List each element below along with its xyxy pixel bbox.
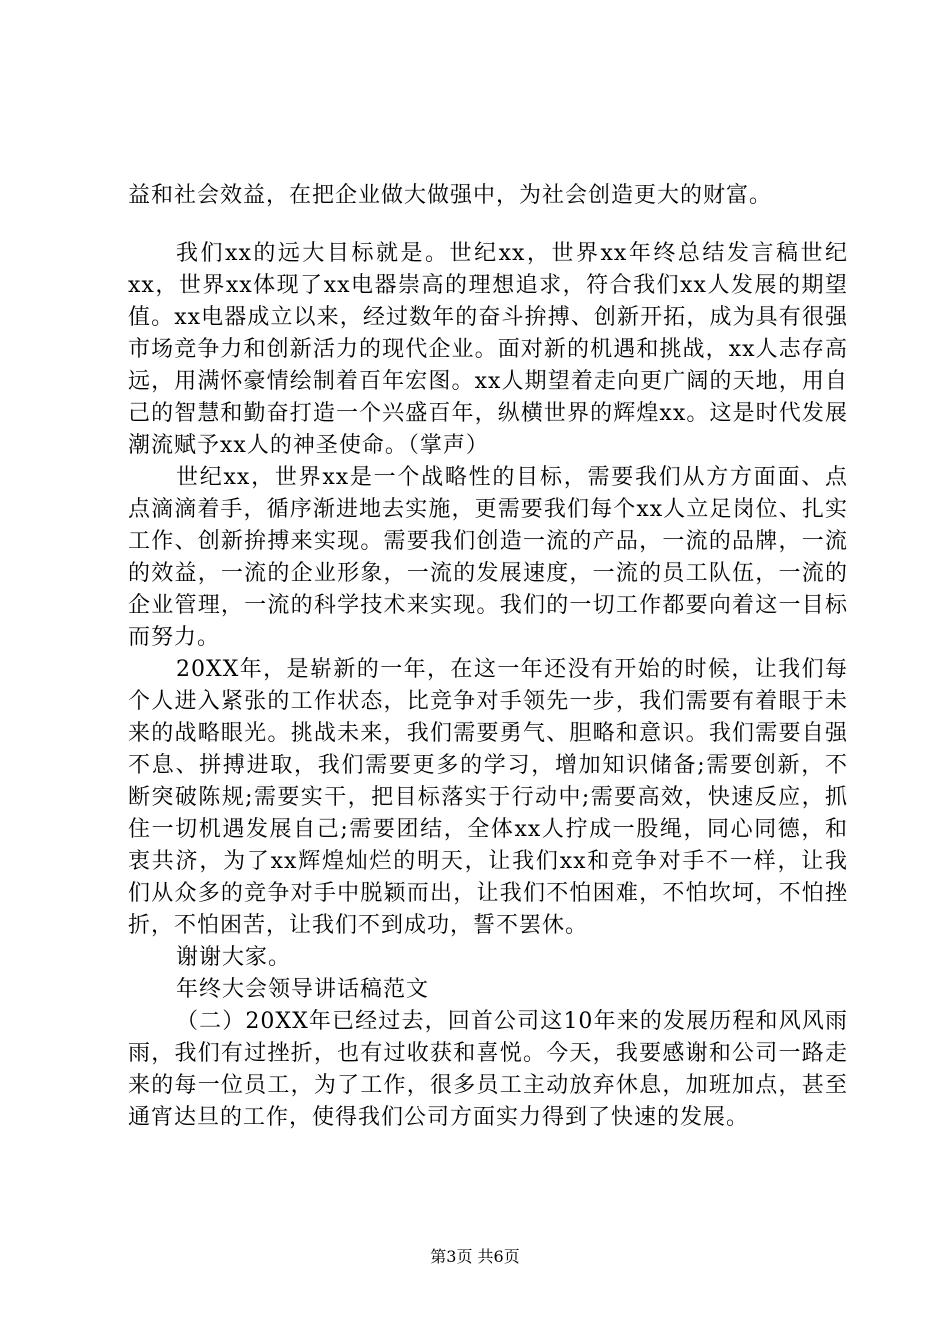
page-footer: 第3页 共6页 xyxy=(430,1247,520,1266)
section-title: 年终大会领导讲话稿范文 xyxy=(176,977,430,1002)
paragraph-thanks: 谢谢大家。 xyxy=(176,945,292,970)
paragraph-part-two: （二）20XX年已经过去，回首公司这10年来的发展历程和风风雨雨，我们有过挫折，也有过收获和喜悦。今天，我要感谢和公司一路走来的每一位员工，为了工作，很多员工主动放弃休息，加班加点，甚至通宵达旦的工作，使得我们公司方面实力得到了快速的发展。 xyxy=(128,1009,848,1130)
paragraph-continuation: 益和社会效益，在把企业做大做强中，为社会创造更大的财富。 xyxy=(128,183,773,208)
document-body xyxy=(128,180,848,1134)
paragraph-new-year: 20XX年，是崭新的一年，在这一年还没有开始的时候，让我们每个人进入紧张的工作状态，比竞争对手领先一步，我们需要有着眼于未来的战略眼光。挑战未来，我们需要勇气、胆略和意识。我们需要自强不息、拼搏进取，我们需要更多的学习，增加知识储备;需要创新，不断突破陈规;需要实干，把目标落实于行动中;需要高效，快速反应，抓住一切机遇发展自己;需要团结，全体xx人拧成一股绳，同心同德，和衷共济，为了xx辉煌灿烂的明天，让我们xx和竞争对手不一样，让我们从众多的竞争对手中脱颖而出，让我们不怕困难，不怕坎坷，不怕挫折，不怕困苦，让我们不到成功，誓不罢休。 xyxy=(128,657,848,938)
paragraph-strategy: 世纪xx，世界xx是一个战略性的目标，需要我们从方方面面、点点滴滴着手，循序渐进地去实施，更需要我们每个xx人立足岗位、扎实工作、创新拚搏来实现。需要我们创造一流的产品，一流的品牌，一流的效益，一流的企业形象，一流的发展速度，一流的员工队伍，一流的企业管理，一流的科学技术来实现。我们的一切工作都要向着这一目标而努力。 xyxy=(128,465,848,650)
paragraph-goal: 我们xx的远大目标就是。世纪xx，世界xx年终总结发言稿世纪xx，世界xx体现了xx电器崇高的理想追求，符合我们xx人发展的期望值。xx电器成立以来，经过数年的奋斗拚搏、创新开拓，成为具有很强市场竞争力和创新活力的现代企业。面对新的机遇和挑战，xx人志存高远，用满怀豪情绘制着百年宏图。xx人期望着走向更广阔的天地，用自己的智慧和勤奋打造一个兴盛百年，纵横世界的辉煌xx。这是时代发展潮流赋予xx人的神圣使命。（掌声） xyxy=(128,241,848,458)
